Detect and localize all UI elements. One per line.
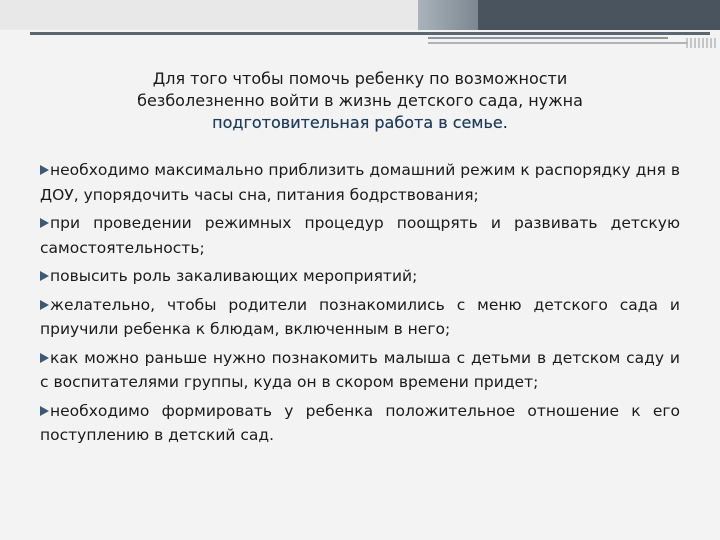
header-rule [30, 32, 710, 35]
title-period: . [502, 113, 508, 132]
triangle-bullet-icon [40, 353, 49, 363]
title-line-1: Для того чтобы помочь ребенку по возможности [152, 69, 568, 88]
title-line-2: безболезненно войти в жизнь детского сада, нужна [137, 91, 583, 110]
triangle-bullet-icon [40, 271, 49, 281]
triangle-bullet-icon [40, 300, 49, 310]
header-accent-gradient [418, 0, 478, 30]
recommendation-list [40, 158, 680, 452]
list-item [40, 346, 680, 395]
title-line-3 [110, 112, 610, 134]
list-item-text: необходимо формировать у ребенка положительное отношение к его поступлению в детский сад. [40, 401, 680, 444]
list-item [40, 264, 680, 289]
slide-title [110, 68, 610, 134]
triangle-bullet-icon [40, 406, 49, 416]
header-rule-tertiary [428, 42, 688, 44]
header-rule-secondary [428, 37, 668, 39]
list-item-text: повысить роль закаливающих мероприятий; [50, 267, 418, 285]
list-item-text: желательно, чтобы родители познакомились с меню детского сада и приучили ребенка к блюдам, включенным в него; [40, 295, 680, 338]
list-item [40, 399, 680, 448]
triangle-bullet-icon [40, 165, 49, 175]
list-item-text: как можно раньше нужно познакомить малыша с детьми в детском саду и с воспитателями группы, куда он в скором времени придет; [40, 348, 680, 391]
triangle-bullet-icon [40, 218, 49, 228]
list-item [40, 293, 680, 342]
list-item [40, 211, 680, 260]
decorative-dots [686, 38, 716, 48]
list-item-text: необходимо максимально приблизить домашний режим к распорядку дня в ДОУ, упорядочить часы сна, питания бодрствования; [40, 161, 680, 204]
list-item-text: при проведении режимных процедур поощрять и развивать детскую самостоятельность; [40, 214, 680, 257]
list-item [40, 158, 680, 207]
title-emphasis: подготовительная работа в семье [212, 113, 503, 132]
